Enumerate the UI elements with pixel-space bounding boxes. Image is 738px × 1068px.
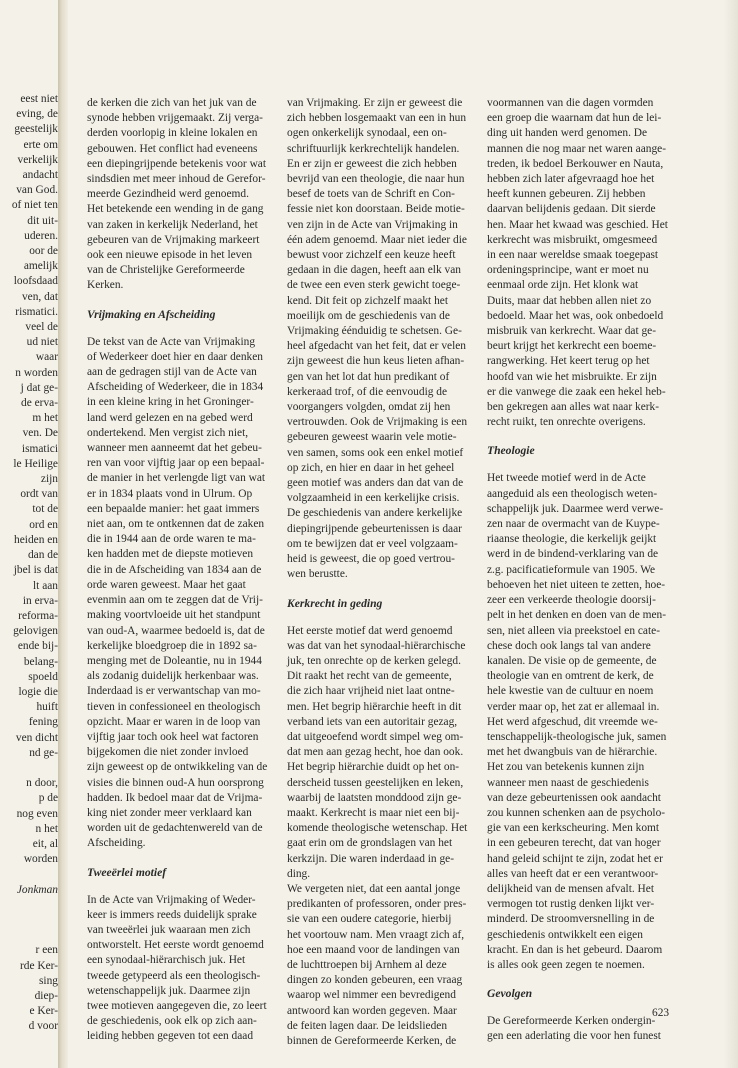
text-line: minderd. De stroomversnelling in de bbox=[487, 913, 655, 926]
edge-text-line: ord en bbox=[29, 518, 58, 531]
text-line: Het eerste motief dat werd genoemd bbox=[287, 624, 453, 637]
edge-text-line: veel de bbox=[25, 321, 58, 334]
text-line: ren van voor vijftig jaar op een bepaal- bbox=[87, 457, 265, 470]
text-line: zeer een verkeerde theologie doorsij- bbox=[487, 594, 656, 607]
text-line: alles van heeft dat er een verantwoor- bbox=[487, 867, 659, 880]
text-line: bedoeld. Maar het was, ook onbedoeld bbox=[487, 309, 664, 322]
text-line: de kerken die zich van het juk van de bbox=[87, 97, 257, 109]
edge-text-line: ven, dat bbox=[21, 290, 58, 303]
text-line: zijn geweest op de ontwikkeling van de bbox=[87, 761, 268, 774]
heading-vrijmaking-afscheiding: Vrijmaking en Afscheiding bbox=[87, 307, 216, 321]
text-line: de twee een even sterk gewicht toege- bbox=[287, 279, 461, 292]
text-line: kanalen. De visie op de gemeente, de bbox=[487, 654, 657, 667]
text-line: die in de Afscheiding van 1834 aan de bbox=[87, 563, 262, 576]
col1-paragraph-2 bbox=[87, 335, 277, 852]
heading-tweeerlei-motief: Tweeërlei motief bbox=[87, 865, 167, 879]
col2-paragraph-1 bbox=[287, 96, 477, 583]
edge-text-line: ordt van bbox=[20, 488, 58, 501]
text-line: de luchttroepen bij Arnhem al deze bbox=[287, 958, 447, 971]
text-line: kerkrecht was misbruikt, omgesmeed bbox=[487, 233, 658, 246]
heading-kerkrecht-in-geding: Kerkrecht in geding bbox=[287, 596, 383, 610]
text-line: wetenschappelijk juk. Daarmee zijn bbox=[87, 984, 251, 997]
text-line: er die vanwege die zaak een hekel heb- bbox=[487, 385, 666, 398]
text-line: ben gekregen aan alles wat naar kerk- bbox=[487, 401, 660, 414]
text-line: leiding hebben gegeven tot een daad bbox=[87, 1030, 254, 1043]
text-line: Het tweede motief werd in de Acte bbox=[487, 472, 646, 485]
text-line: Duits, maar dat hebben allen niet zo bbox=[487, 294, 652, 307]
text-line: chese doch ook langs tal van andere bbox=[487, 639, 651, 652]
text-line: waarop wel nimmer een bevredigend bbox=[287, 989, 456, 1002]
text-line: behoeven het niet uiteen te zetten, hoe- bbox=[487, 578, 666, 591]
edge-text-line: tot de bbox=[32, 503, 58, 516]
text-line: een synodaal-hiërarchisch juk. Het bbox=[87, 954, 246, 967]
text-line: binnen de Gereformeerde Kerken, de bbox=[287, 1034, 457, 1047]
text-line: In de Acte van Vrijmaking of Weder- bbox=[87, 893, 256, 906]
text-line: wen berustte. bbox=[287, 568, 348, 581]
edge-text-line bbox=[0, 928, 58, 943]
text-line: de manier in het verlengde ligt van wat bbox=[87, 472, 266, 485]
text-line: gaat erin om de grondslagen van het bbox=[287, 837, 453, 850]
edge-text-line: belang- bbox=[23, 655, 58, 668]
text-line: Afscheiding. bbox=[87, 837, 146, 850]
text-line: heel afgedacht van het feit, dat er velen bbox=[287, 340, 466, 353]
edge-text-line: dan de bbox=[27, 549, 58, 562]
text-line: kerkzijn. Die waren inderdaad in ge- bbox=[287, 852, 454, 865]
text-line: hebben zich later afgevraagd hoe het bbox=[487, 173, 655, 186]
text-line: daarvan belijdenis gedaan. Dit sierde bbox=[487, 203, 656, 216]
edge-text-line: p de bbox=[38, 792, 58, 805]
text-line: De Gereformeerde Kerken ondergin- bbox=[487, 1015, 656, 1028]
text-line: ook een nieuwe episode in het leven bbox=[87, 249, 253, 262]
text-line: Het begrip hiërarchie duidt op het on- bbox=[287, 761, 460, 774]
edge-text-line: erte om bbox=[23, 138, 58, 151]
text-line: verder maar op, het zat er allemaal in. bbox=[487, 700, 660, 713]
text-line: gedaan in die dagen, heeft aan elk van bbox=[287, 264, 461, 277]
text-line: eenmaal orde zijn. Het klonk wat bbox=[487, 279, 639, 292]
text-line: zen naar de overmacht van de Kuype- bbox=[487, 518, 660, 531]
heading-theologie: Theologie bbox=[487, 444, 535, 458]
text-line: gie van een kerkscheuring. Men komt bbox=[487, 822, 660, 835]
text-line: werd in de bindend-verklaring van de bbox=[487, 548, 659, 561]
text-line: ogen onkerkelijk synodaal, een on- bbox=[287, 127, 447, 140]
text-line: Kerken. bbox=[87, 279, 124, 292]
text-line: van Vrijmaking. Er zijn er geweest die bbox=[287, 97, 463, 109]
text-line: dingen zo konden gebeuren, een vraag bbox=[287, 974, 463, 987]
text-line: theologie van en omtrent de kerk, de bbox=[487, 670, 654, 683]
text-line: een diepingrijpende betekenis voor wat bbox=[87, 157, 267, 170]
text-line: vertrouwden. Ook de Vrijmaking is een bbox=[287, 416, 468, 429]
text-line: sie van een oudere categorie, hierbij bbox=[287, 913, 452, 926]
text-line: We vergeten niet, dat een aantal jonge bbox=[287, 882, 461, 895]
text-line: Het zou van betekenis kunnen zijn bbox=[487, 761, 645, 774]
text-line: synode hebben vrijgemaakt. Zij verga- bbox=[87, 112, 263, 125]
text-line: de geschiedenis, ook elk op zich aan- bbox=[87, 1015, 257, 1028]
text-line: aan de gedragen stijl van de Acte van bbox=[87, 366, 257, 379]
text-line: making voortvloeide uit het standpunt bbox=[87, 609, 261, 622]
edge-text-line: verkelijk bbox=[17, 153, 58, 166]
text-line: misbruik van kerkrecht. Waar dat ge- bbox=[487, 325, 657, 338]
text-line: aangeduid als een theologisch weten- bbox=[487, 487, 658, 500]
text-line: hand geleid schijnt te zijn, zodat het er bbox=[487, 852, 663, 865]
text-line: derden voorlopig in kleine lokalen en bbox=[87, 127, 258, 140]
text-line: zich hebben losgemaakt van een in hun bbox=[287, 112, 467, 125]
text-line: als zodanig duidelijk herkenbaar was. bbox=[87, 670, 259, 683]
col3-paragraph-1 bbox=[487, 96, 677, 430]
text-line: wanneer men naast de geschiedenis bbox=[487, 776, 649, 789]
col2-paragraph-2 bbox=[287, 624, 477, 882]
edge-text-line: r een bbox=[35, 944, 58, 957]
text-line: visies die binnen oud-A hun oorsprong bbox=[87, 776, 264, 789]
col3-paragraph-3 bbox=[487, 1014, 677, 1044]
text-line: een bepaalde manier: het gaat immers bbox=[87, 502, 260, 515]
edge-text-line: j dat ge- bbox=[20, 381, 58, 394]
edge-text-line bbox=[0, 761, 58, 776]
text-line: wanneer men aanneemt dat het gebeu- bbox=[87, 442, 262, 455]
edge-text-line: reforma- bbox=[18, 609, 58, 622]
text-line: hen. Maar het kwaad was geschied. Het bbox=[487, 218, 668, 231]
text-line: zijn geweest die hun keus lieten afhan- bbox=[287, 355, 465, 368]
text-line: ondertekend. Men vergist zich niet, bbox=[87, 426, 249, 439]
text-line: bijgekomen die niet zonder invloed bbox=[87, 746, 249, 759]
text-line: van de Christelijke Gereformeerde bbox=[87, 264, 245, 277]
column-2 bbox=[287, 96, 477, 1049]
text-line: is alles ook geen zegen te noemen. bbox=[487, 958, 645, 971]
text-line: van oud-A, waarmee bedoeld is, dat de bbox=[87, 624, 265, 637]
edge-text-line: of niet ten bbox=[11, 199, 58, 212]
text-line: Het werd afgeschud, dit vreemde we- bbox=[487, 715, 658, 728]
text-line: de feiten lagen daar. De leidslieden bbox=[287, 1019, 448, 1032]
text-line: niet aan, om te ontkennen dat de zaken bbox=[87, 518, 265, 531]
text-line: in een kleine kring in het Groninger- bbox=[87, 396, 254, 409]
edge-text-line bbox=[0, 913, 58, 928]
col2-paragraph-3 bbox=[287, 882, 477, 1049]
text-line: zou kunnen schenken aan de psycholo- bbox=[487, 806, 666, 819]
text-line: sen, niet alleen via preekstoel en cate- bbox=[487, 624, 660, 637]
text-line: menging met de Doleantie, nu in 1944 bbox=[87, 654, 262, 667]
text-line: er in 1834 plaats vond in Ulrum. Op bbox=[87, 487, 253, 500]
text-line: in een gebeuren terecht, dat van hoger bbox=[487, 837, 661, 850]
edge-text-line: m het bbox=[32, 412, 58, 425]
text-line: king niet zonder meer verklaard kan bbox=[87, 806, 252, 819]
edge-text-line: ven. De bbox=[22, 427, 58, 440]
text-line: voorgangers volgden, omdat zij hen bbox=[287, 401, 451, 414]
text-line: ordeningsprincipe, want er moet nu bbox=[487, 264, 649, 277]
text-line: gen van het lot dat hun predikant of bbox=[287, 370, 450, 383]
edge-text-line: e Ker- bbox=[29, 1005, 58, 1018]
text-line: De tekst van de Acte van Vrijmaking bbox=[87, 335, 256, 348]
text-line: geen motief was anders dan dat van de bbox=[287, 477, 464, 490]
text-line: heid is geweest, die op goed vertrou- bbox=[287, 553, 455, 566]
edge-text-line: andacht bbox=[22, 169, 58, 182]
text-line: Inderdaad is er verwantschap van mo- bbox=[87, 685, 261, 698]
edge-text-line bbox=[0, 898, 58, 913]
edge-text-line: spoeld bbox=[28, 670, 58, 683]
edge-text-line: logie die bbox=[18, 685, 58, 698]
text-line: land werd gelezen en na gebed werd bbox=[87, 411, 253, 424]
text-line: dat men aan gezag hecht, hoe dan ook. bbox=[287, 746, 464, 759]
text-line: moeilijk om de geschiedenis van de bbox=[287, 309, 450, 322]
text-line: tieven in confessioneel en theologisch bbox=[87, 700, 261, 713]
text-line: kerkeraad trof, of die eenvoudig de bbox=[287, 385, 448, 398]
text-line: men. Het begrip hiërarchie heeft in dit bbox=[287, 700, 462, 713]
text-line: bevrijd van een theologie, die naar hun bbox=[287, 173, 465, 186]
text-line: één adem genoemd. Maar niet ieder die bbox=[287, 233, 467, 246]
text-line: heeft kunnen gebeuren. Zij hebben bbox=[487, 188, 646, 201]
edge-text-line: lt aan bbox=[33, 579, 58, 592]
edge-text-line: de erva- bbox=[21, 397, 58, 410]
edge-text-line: ende bij- bbox=[17, 640, 58, 653]
edge-text-line: nd ge- bbox=[29, 746, 58, 759]
text-line: De geschiedenis van andere kerkelijke bbox=[287, 507, 463, 520]
text-line: vermogen tot rustig denken lijkt ver- bbox=[487, 898, 655, 911]
edge-text-line: rde Ker- bbox=[19, 959, 58, 972]
edge-text-line: heiden en bbox=[14, 533, 58, 546]
edge-text-line: rismatici. bbox=[15, 305, 58, 318]
text-line: twee motieven aangegeven die, zo leert bbox=[87, 999, 267, 1012]
text-line: gebeuren van de Vrijmaking markeert bbox=[87, 233, 260, 246]
text-line: verband iets van een autoritair gezag, bbox=[287, 715, 458, 728]
text-line: kerkelijke bloedgroep die in 1892 sa- bbox=[87, 639, 257, 652]
edge-text-line: Jonkman bbox=[16, 883, 58, 896]
edge-text-line: d voor bbox=[28, 1020, 58, 1033]
text-line: schriftuurlijk kerkrechtelijk handelen. bbox=[287, 142, 460, 155]
text-line: die in 1944 aan de orde waren te ma- bbox=[87, 533, 256, 546]
text-line: van deze gebeurtenissen ook aandacht bbox=[487, 791, 661, 804]
text-line: ken hadden met de diepste motieven bbox=[87, 548, 254, 561]
text-line: orde waren geweest. Maar het gaat bbox=[87, 578, 246, 591]
text-line: waarbij de laatsten monddood zijn ge- bbox=[287, 791, 462, 804]
text-line: opzicht. Maar er waren in de loop van bbox=[87, 715, 261, 728]
edge-text-line: n door, bbox=[26, 777, 58, 790]
text-line: ven zijn in de Acte van Vrijmaking in bbox=[287, 218, 458, 231]
text-line: met het dwangbuis van de hiërarchie. bbox=[487, 746, 658, 759]
edge-text-line: loofsdaad bbox=[13, 275, 58, 288]
edge-text-line: van God. bbox=[16, 184, 58, 197]
text-line: het voortouw nam. Men vraagt zich af, bbox=[287, 928, 465, 941]
text-line: evenmin aan om te zeggen dat de Vrij- bbox=[87, 594, 263, 607]
edge-text-line: in erva- bbox=[22, 594, 58, 607]
text-line: kracht. En dan is het gebeurd. Daarom bbox=[487, 943, 663, 956]
text-line: om te bewijzen dat er veel volgzaam- bbox=[287, 537, 458, 550]
text-line: voormannen van die dagen vormden bbox=[487, 97, 654, 109]
text-line: gebouwen. Het conflict had eveneens bbox=[87, 142, 258, 155]
column-1 bbox=[87, 96, 277, 1045]
text-line: kend. Dit feit op zichzelf maakt het bbox=[287, 294, 448, 307]
text-line: recht ruikt, ten onrechte overigens. bbox=[487, 416, 646, 429]
text-line: geschiedenis ontwikkelt een eigen bbox=[487, 928, 643, 941]
text-line: beurt krijgt het kerkrecht een boeme- bbox=[487, 340, 657, 353]
text-line: gen een aderlating die voor hen funest bbox=[487, 1030, 661, 1043]
text-line: van zaken in kerkelijk Nederland, het bbox=[87, 218, 258, 231]
edge-text-line: sing bbox=[39, 974, 58, 987]
edge-text-line: geestelijk bbox=[14, 123, 58, 136]
edge-text-line: eving, de bbox=[16, 108, 58, 121]
edge-text-line: jbel is dat bbox=[13, 564, 58, 577]
text-line: komende theologische wetenschap. Het bbox=[287, 822, 468, 835]
text-line: was dat van het synodaal-hiërarchische bbox=[287, 639, 466, 652]
edge-text-line: oor de bbox=[29, 245, 58, 258]
text-line: hadden. Ik bedoel maar dat de Vrijma- bbox=[87, 791, 263, 804]
edge-text-line: n het bbox=[35, 822, 58, 835]
text-line: een groep die waarnam dat hun de lei- bbox=[487, 112, 662, 125]
text-line: fessie niet kon doorstaan. Beide motie- bbox=[287, 203, 465, 216]
text-line: diepingrijpende gebeurtenissen is daar bbox=[287, 522, 462, 535]
text-line: of Wederkeer doet hier en daar denken bbox=[87, 350, 263, 363]
edge-text-line: dit uit- bbox=[27, 214, 58, 227]
text-line: treden, ik bedoel Berkouwer en Nauta, bbox=[487, 157, 664, 170]
text-line: dat uitgeoefend wordt simpel weg om- bbox=[287, 730, 464, 743]
text-line: juk, ten onrechte op de kerken gelegd. bbox=[287, 654, 461, 667]
edge-text-line: amelijk bbox=[23, 260, 58, 273]
edge-text-line: ismatici bbox=[21, 442, 58, 455]
text-line: Het betekende een wending in de gang bbox=[87, 203, 264, 216]
text-line: sindsdien met meer inhoud de Gerefor- bbox=[87, 173, 266, 186]
text-line: maakt. Kerkrecht is maar niet een bij- bbox=[287, 806, 460, 819]
col1-paragraph-3 bbox=[87, 893, 277, 1045]
page-gutter bbox=[58, 0, 68, 1068]
text-line: die zich haar vrijheid niet laat ontne- bbox=[287, 685, 455, 698]
text-line: hoe een maand voor de landingen van bbox=[287, 943, 460, 956]
text-line: hoofd van wie het misbruikte. Er zijn bbox=[487, 370, 657, 383]
text-line: bewust voor zichzelf een keuze heeft bbox=[287, 249, 456, 262]
col3-paragraph-2 bbox=[487, 471, 677, 973]
text-line: in een naar wereldse smaak toegepast bbox=[487, 249, 659, 262]
text-line: volgzaamheid in een kerkelijke crisis. bbox=[287, 492, 460, 505]
text-line: Afscheiding of Wederkeer, die in 1834 bbox=[87, 381, 264, 394]
edge-text-line: waar bbox=[35, 351, 58, 364]
col1-paragraph-1 bbox=[87, 96, 277, 294]
edge-text-line: le Heilige bbox=[13, 457, 58, 470]
edge-text-line: huift bbox=[36, 701, 58, 714]
edge-text-line: ud niet bbox=[26, 336, 58, 349]
edge-text-line: n worden bbox=[15, 366, 58, 379]
edge-text-line bbox=[0, 867, 58, 882]
column-3 bbox=[487, 96, 677, 1045]
edge-text-line: fening bbox=[28, 716, 58, 729]
text-line: ding. bbox=[287, 867, 311, 880]
page-edge-shadow bbox=[724, 0, 738, 1068]
text-line: vijftig jaar toch ook heel wat factoren bbox=[87, 730, 259, 743]
edge-text-line: eit, al bbox=[32, 837, 58, 850]
text-line: mannen die nog maar net waren aange- bbox=[487, 142, 667, 155]
edge-text-line: gelovigen bbox=[13, 625, 58, 638]
heading-gevolgen: Gevolgen bbox=[487, 987, 533, 1001]
text-line: ven samen, soms ook een enkel motief bbox=[287, 446, 464, 459]
text-line: Vrijmaking éénduidig te schetsen. Ge- bbox=[287, 325, 462, 338]
text-line: tweede getypeerd als een theologisch- bbox=[87, 969, 261, 982]
text-line: hele kwestie van de cultuur en noem bbox=[487, 685, 654, 698]
page-number: 623 bbox=[652, 1007, 670, 1019]
text-line: Dit raakt het recht van de gemeente, bbox=[287, 670, 452, 683]
text-line: derscheid tussen geestelijken en leken, bbox=[287, 776, 464, 789]
text-line: gebeuren geweest waarin vele motie- bbox=[287, 431, 457, 444]
text-line: delijkheid van de mensen afvalt. Het bbox=[487, 882, 655, 895]
text-line: pelt in het denken en doen van de men- bbox=[487, 609, 667, 622]
text-line: schappelijk juk. Daarmee werd verwe- bbox=[487, 502, 664, 515]
text-line: predikanten of professoren, onder pres- bbox=[287, 898, 467, 911]
edge-text-line: eest niet bbox=[20, 93, 58, 105]
edge-text-line: ven dicht bbox=[15, 731, 58, 744]
edge-text-line: nog even bbox=[16, 807, 58, 820]
edge-text-line: uderen. bbox=[24, 229, 58, 242]
text-line: op zich, en hier en daar in het geheel bbox=[287, 461, 455, 474]
text-line: z.g. pacificatieformule van 1905. We bbox=[487, 563, 656, 576]
edge-text-line: diep- bbox=[34, 989, 58, 1002]
text-line: keer is immers reeds duidelijk sprake bbox=[87, 908, 257, 921]
previous-page-edge bbox=[0, 92, 60, 1033]
text-line: besef de toets van de Schrift en Con- bbox=[287, 188, 455, 201]
edge-text-line: worden bbox=[23, 853, 58, 866]
text-line: riaanse theologie, die kerkelijk geijkt bbox=[487, 533, 657, 546]
text-line: antwoord kan worden gegeven. Maar bbox=[287, 1004, 457, 1017]
text-line: ding uit handen werd genomen. De bbox=[487, 127, 648, 140]
text-line: van tweeërlei juk waaraan men zich bbox=[87, 923, 251, 936]
text-line: rangwerking. Het keert terug op het bbox=[487, 355, 650, 368]
text-line: ontworstelt. Het eerste wordt genoemd bbox=[87, 939, 264, 952]
text-line: tenschappelijk-theologische juk, samen bbox=[487, 730, 667, 743]
text-line: En er zijn er geweest die zich hebben bbox=[287, 157, 457, 170]
text-line: worden uit de gedachtenwereld van de bbox=[87, 822, 263, 835]
edge-text-line: zijn bbox=[40, 473, 58, 486]
text-line: meerde Gezindheid werd genoemd. bbox=[87, 188, 249, 201]
